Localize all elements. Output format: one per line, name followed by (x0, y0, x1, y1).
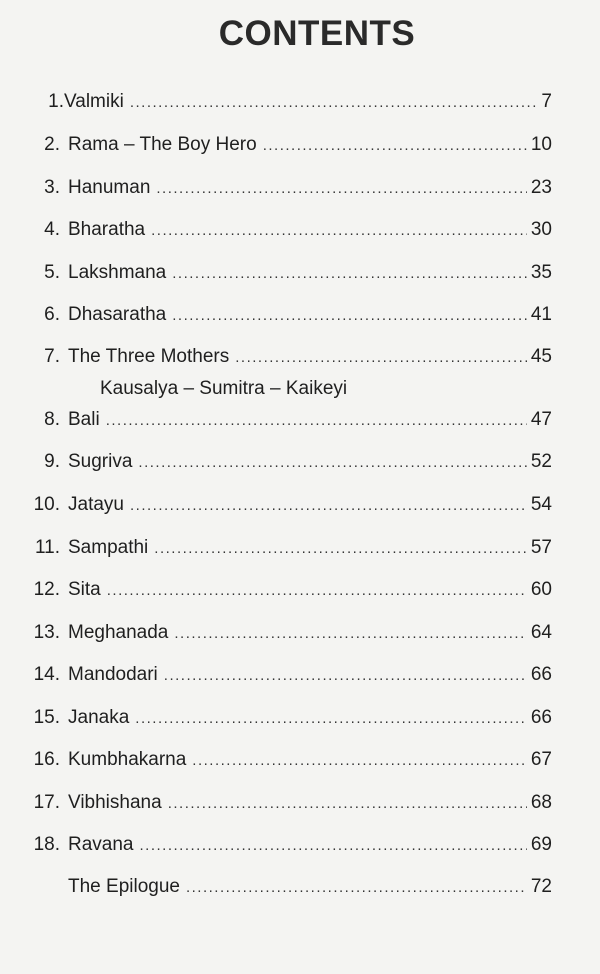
entry-number: 3. (44, 177, 60, 198)
entry-number: 12. (33, 579, 60, 600)
toc-entry[interactable] (24, 343, 552, 371)
entry-page-number: 60 (530, 579, 552, 600)
entry-title: Bharatha (68, 219, 146, 240)
toc-entry[interactable] (24, 131, 552, 159)
entry-page-number: 23 (530, 177, 552, 198)
entry-page-number: 68 (530, 792, 552, 813)
entry-title: Rama – The Boy Hero (68, 134, 257, 155)
page-title: CONTENTS (218, 14, 416, 53)
entry-page-number: 64 (530, 622, 552, 643)
entry-title: Janaka (68, 707, 130, 728)
entry-number: 13. (33, 622, 60, 643)
entry-title: Hanuman (68, 177, 151, 198)
entry-page-number: 52 (530, 451, 552, 472)
entry-page-number: 54 (530, 494, 552, 515)
entry-number: 15. (33, 707, 60, 728)
dot-leader (174, 620, 526, 648)
entry-page-number: 30 (530, 219, 552, 240)
toc-entry[interactable] (24, 301, 552, 329)
entry-title: Sampathi (68, 537, 149, 558)
toc-entry[interactable] (24, 491, 552, 519)
entry-number: 16. (33, 749, 60, 770)
entry-title: Jatayu (68, 494, 124, 515)
dot-leader (164, 662, 527, 690)
entry-page-number: 72 (530, 876, 552, 897)
entry-title: Lakshmana (68, 262, 167, 283)
entry-number: 10. (33, 494, 60, 515)
entry-title: Sita (68, 579, 101, 600)
dot-leader (140, 832, 527, 860)
entry-page-number: 10 (530, 134, 552, 155)
toc-entry[interactable] (24, 746, 552, 774)
dot-leader (130, 492, 527, 520)
dot-leader (135, 705, 527, 733)
entry-title: Dhasaratha (68, 304, 167, 325)
entry-title: Meghanada (68, 622, 169, 643)
entry-title: Sugriva (68, 451, 133, 472)
entry-number: 1. (48, 91, 64, 112)
entry-title: Bali (68, 409, 100, 430)
entry-page-number: 66 (530, 664, 552, 685)
entry-title: Ravana (68, 834, 134, 855)
toc-entry[interactable] (24, 619, 552, 647)
entry-page-number: 69 (530, 834, 552, 855)
entry-number: 4. (44, 219, 60, 240)
toc-entry[interactable] (24, 448, 552, 476)
dot-leader (154, 535, 527, 563)
entry-title: Kumbhakarna (68, 749, 187, 770)
entry-page-number: 57 (530, 537, 552, 558)
entry-number: 5. (44, 262, 60, 283)
entry-page-number: 41 (530, 304, 552, 325)
entry-title: Mandodari (68, 664, 158, 685)
dot-leader (107, 577, 527, 605)
dot-leader (235, 344, 527, 372)
entry-number: 6. (44, 304, 60, 325)
dot-leader (186, 874, 527, 902)
entry-number: 14. (33, 664, 60, 685)
dot-leader (130, 89, 538, 117)
toc-entry[interactable] (24, 406, 552, 434)
toc-entry[interactable] (24, 88, 552, 116)
toc-entry[interactable] (24, 174, 552, 202)
toc-entry[interactable] (24, 576, 552, 604)
entry-title: Valmiki (64, 91, 124, 112)
toc-entry[interactable] (24, 259, 552, 287)
entry-page-number: 45 (530, 346, 552, 367)
entry-number: 8. (44, 409, 60, 430)
entry-page-number: 35 (530, 262, 552, 283)
dot-leader (192, 747, 527, 775)
dot-leader (172, 260, 527, 288)
entry-page-number: 47 (530, 409, 552, 430)
entry-page-number: 7 (541, 91, 552, 112)
dot-leader (263, 132, 527, 160)
dot-leader (156, 175, 526, 203)
dot-leader (138, 449, 526, 477)
entry-subtitle: Kausalya – Sumitra – Kaikeyi (100, 378, 348, 399)
toc-entry[interactable] (24, 661, 552, 689)
entry-number: 7. (44, 346, 60, 367)
entry-page-number: 66 (530, 707, 552, 728)
entry-number: 2. (44, 134, 60, 155)
entry-number: 17. (33, 792, 60, 813)
toc-entry[interactable] (24, 789, 552, 817)
toc-entry[interactable] (24, 704, 552, 732)
toc-entry[interactable] (24, 831, 552, 859)
dot-leader (172, 302, 527, 330)
entry-page-number: 67 (530, 749, 552, 770)
toc-entry[interactable] (24, 873, 552, 901)
entry-title: The Epilogue (68, 876, 180, 897)
entry-title: The Three Mothers (68, 346, 230, 367)
entry-number: 9. (44, 451, 60, 472)
toc-entry[interactable] (24, 534, 552, 562)
entry-title: Vibhishana (68, 792, 162, 813)
toc-entry[interactable] (24, 216, 552, 244)
dot-leader (168, 790, 527, 818)
dot-leader (106, 407, 527, 435)
dot-leader (151, 217, 527, 245)
entry-number: 18. (33, 834, 60, 855)
entry-number: 11. (34, 537, 60, 558)
